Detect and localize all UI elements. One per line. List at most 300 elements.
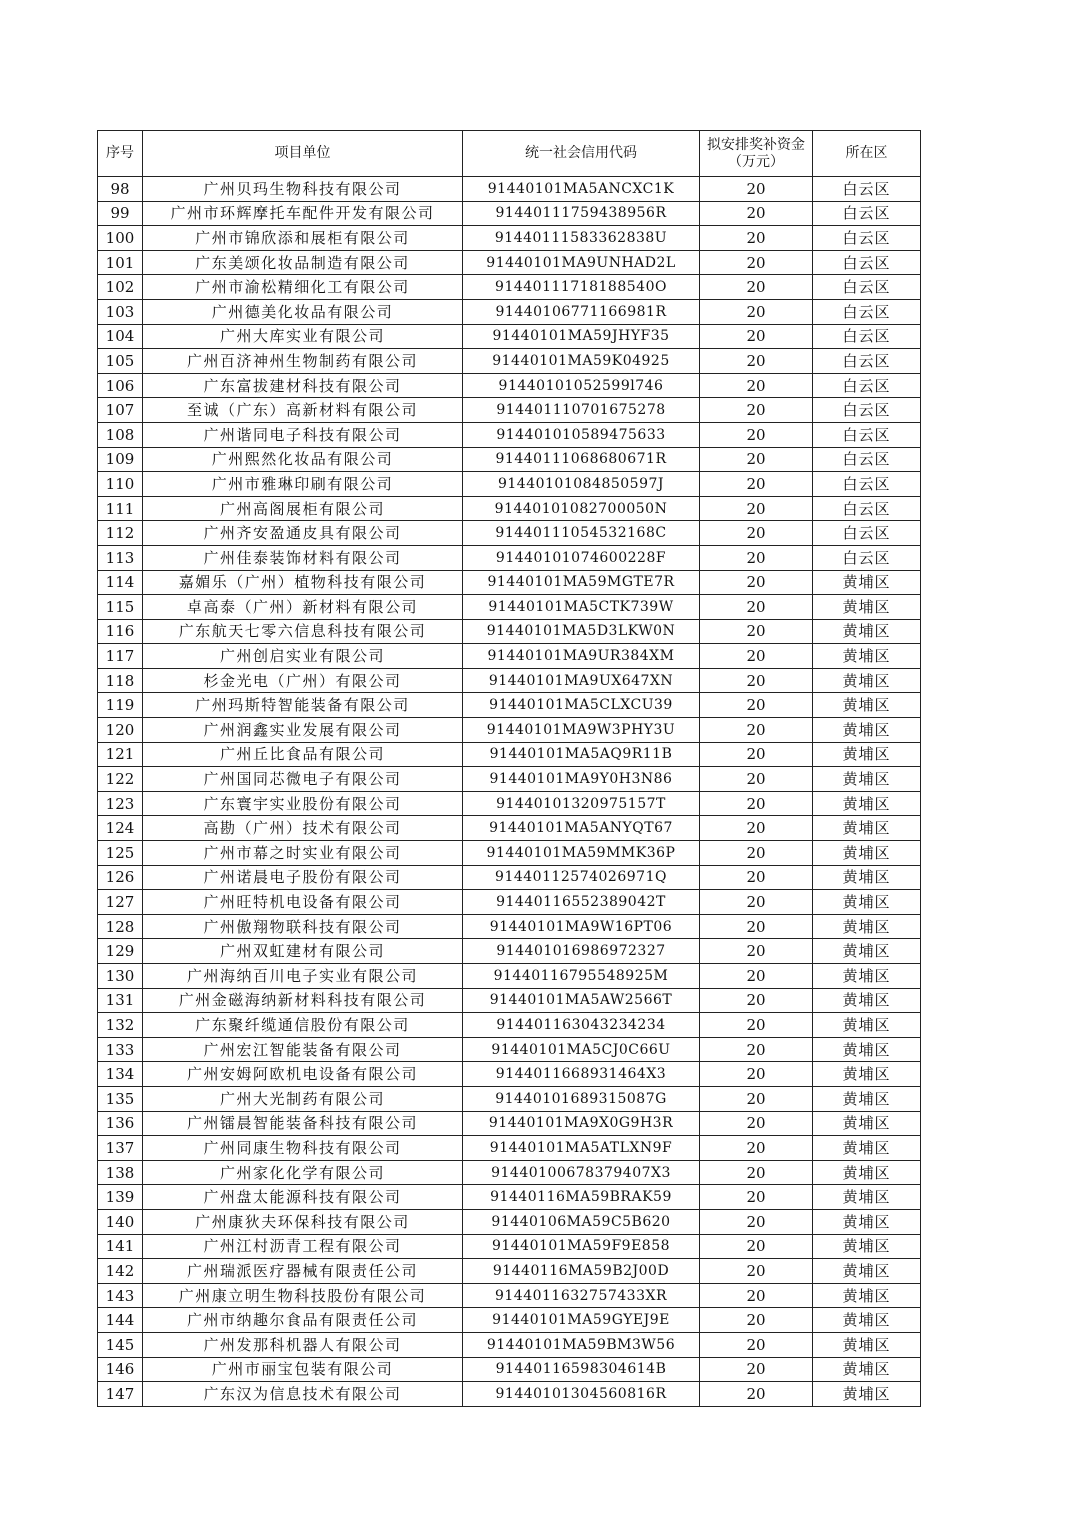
header-row (98, 131, 921, 177)
row-company: 广东汉为信息技术有限公司 (143, 1382, 463, 1407)
row-credit-code: 91440116689314​64X3 (463, 1062, 700, 1087)
row-index: 113 (98, 545, 143, 570)
table-row (98, 1037, 921, 1062)
header-credit-code: 统一社会信用代码 (463, 131, 700, 177)
row-amount: 20 (700, 299, 813, 324)
row-credit-code: 91440111068680671R (463, 447, 700, 472)
row-amount: 20 (700, 1234, 813, 1259)
row-company: 高勘（广州）技术有限公司 (143, 816, 463, 841)
row-amount: 20 (700, 521, 813, 546)
row-credit-code: 91440101MA9X0G9H3R (463, 1111, 700, 1136)
table-row (98, 1013, 921, 1038)
row-company: 广州谐同电子科技有限公司 (143, 422, 463, 447)
row-credit-code: 91440101MA59F9E858 (463, 1234, 700, 1259)
row-credit-code: 91440111718188540O (463, 275, 700, 300)
row-amount: 20 (700, 914, 813, 939)
row-district: 黄埔区 (813, 1234, 921, 1259)
row-company: 广东聚纤缆通信股份有限公司 (143, 1013, 463, 1038)
row-district: 黄埔区 (813, 841, 921, 866)
table-row (98, 373, 921, 398)
table-row (98, 324, 921, 349)
row-district: 白云区 (813, 373, 921, 398)
row-index: 102 (98, 275, 143, 300)
row-company: 广州瑞派医疗器械有限责任公司 (143, 1259, 463, 1284)
row-credit-code: 91440101MA5CLXCU39 (463, 693, 700, 718)
row-credit-code: 91440111070167527​8 (463, 398, 700, 423)
row-credit-code: 91440101MA5CTK739W (463, 595, 700, 620)
row-amount: 20 (700, 570, 813, 595)
row-company: 广州熙然化妆品有限公司 (143, 447, 463, 472)
row-company: 广州市锦欣添和展柜有限公司 (143, 226, 463, 251)
table-row (98, 447, 921, 472)
row-index: 135 (98, 1086, 143, 1111)
row-district: 黄埔区 (813, 865, 921, 890)
row-company: 广东航天七零六信息科技有限公司 (143, 619, 463, 644)
table-row (98, 693, 921, 718)
row-index: 131 (98, 988, 143, 1013)
table-row (98, 570, 921, 595)
row-company: 杉金光电（广州）有限公司 (143, 668, 463, 693)
table-row (98, 791, 921, 816)
row-index: 121 (98, 742, 143, 767)
header-index: 序号 (98, 131, 143, 177)
table-row (98, 865, 921, 890)
row-company: 广州盘太能源科技有限公司 (143, 1185, 463, 1210)
row-index: 144 (98, 1308, 143, 1333)
table-row (98, 988, 921, 1013)
row-company: 广州双虹建材有限公司 (143, 939, 463, 964)
row-company: 广州傲翔物联科技有限公司 (143, 914, 463, 939)
table-row (98, 1160, 921, 1185)
row-district: 黄埔区 (813, 742, 921, 767)
row-district: 白云区 (813, 324, 921, 349)
row-amount: 20 (700, 373, 813, 398)
row-index: 112 (98, 521, 143, 546)
row-credit-code: 91440101MA9W16PT06 (463, 914, 700, 939)
row-district: 白云区 (813, 226, 921, 251)
table-row (98, 275, 921, 300)
table-row (98, 595, 921, 620)
row-company: 广东寰宇实业股份有限公司 (143, 791, 463, 816)
row-credit-code: 91440101MA59K04925 (463, 349, 700, 374)
row-amount: 20 (700, 1332, 813, 1357)
row-index: 129 (98, 939, 143, 964)
row-amount: 20 (700, 1259, 813, 1284)
row-company: 广州海纳百川电子实业有限公司 (143, 964, 463, 989)
row-credit-code: 91440116598304614B (463, 1357, 700, 1382)
row-company: 广州大光制药有限公司 (143, 1086, 463, 1111)
row-credit-code: 91440101052599l746 (463, 373, 700, 398)
row-district: 黄埔区 (813, 988, 921, 1013)
row-company: 广州江村沥青工程有限公司 (143, 1234, 463, 1259)
row-company: 广州发那科机器人有限公司 (143, 1332, 463, 1357)
row-amount: 20 (700, 890, 813, 915)
row-amount: 20 (700, 595, 813, 620)
row-company: 广州润鑫实业发展有限公司 (143, 718, 463, 743)
row-company: 广州大库实业有限公司 (143, 324, 463, 349)
row-district: 白云区 (813, 250, 921, 275)
row-district: 黄埔区 (813, 1259, 921, 1284)
table-row (98, 668, 921, 693)
row-amount: 20 (700, 201, 813, 226)
row-district: 黄埔区 (813, 1037, 921, 1062)
row-company: 广州国同芯微电子有限公司 (143, 767, 463, 792)
table-row (98, 644, 921, 669)
table-row (98, 496, 921, 521)
table-row (98, 964, 921, 989)
row-index: 123 (98, 791, 143, 816)
table-row (98, 1332, 921, 1357)
table-row (98, 472, 921, 497)
row-district: 黄埔区 (813, 1062, 921, 1087)
row-district: 黄埔区 (813, 1332, 921, 1357)
table-row (98, 1136, 921, 1161)
row-credit-code: 91440101304560816R (463, 1382, 700, 1407)
table-row (98, 1234, 921, 1259)
table-row (98, 1382, 921, 1407)
row-index: 145 (98, 1332, 143, 1357)
row-district: 黄埔区 (813, 644, 921, 669)
row-amount: 20 (700, 398, 813, 423)
table-row (98, 939, 921, 964)
table-row (98, 1357, 921, 1382)
table-row (98, 914, 921, 939)
table-row (98, 1086, 921, 1111)
row-credit-code: 91440101698697232​7 (463, 939, 700, 964)
row-company: 广州旺特机电设备有限公司 (143, 890, 463, 915)
row-index: 117 (98, 644, 143, 669)
table-row (98, 841, 921, 866)
row-amount: 20 (700, 545, 813, 570)
row-district: 白云区 (813, 496, 921, 521)
table-row (98, 619, 921, 644)
table-row (98, 1062, 921, 1087)
table-row (98, 890, 921, 915)
table-row (98, 226, 921, 251)
row-district: 黄埔区 (813, 668, 921, 693)
table-row (98, 545, 921, 570)
row-index: 106 (98, 373, 143, 398)
table-row (98, 1283, 921, 1308)
row-district: 黄埔区 (813, 1308, 921, 1333)
row-index: 138 (98, 1160, 143, 1185)
row-amount: 20 (700, 324, 813, 349)
row-amount: 20 (700, 1357, 813, 1382)
row-company: 至诚（广东）高新材料有限公司 (143, 398, 463, 423)
row-company: 广州康立明生物科技股份有限公司 (143, 1283, 463, 1308)
header-funding (700, 131, 813, 177)
row-index: 105 (98, 349, 143, 374)
row-credit-code: 91440116304323423​4 (463, 1013, 700, 1038)
row-district: 黄埔区 (813, 570, 921, 595)
row-district: 白云区 (813, 177, 921, 202)
row-district: 黄埔区 (813, 964, 921, 989)
row-credit-code: 91440116MA59B2J00D (463, 1259, 700, 1284)
row-amount: 20 (700, 865, 813, 890)
row-amount: 20 (700, 250, 813, 275)
row-district: 黄埔区 (813, 1086, 921, 1111)
row-credit-code: 91440101082700050N (463, 496, 700, 521)
row-index: 124 (98, 816, 143, 841)
row-district: 白云区 (813, 447, 921, 472)
header-funding-line1: 拟安排奖补资金 (707, 136, 805, 153)
row-district: 黄埔区 (813, 619, 921, 644)
row-credit-code: 91440101084850597J (463, 472, 700, 497)
row-credit-code: 91440116795548925M (463, 964, 700, 989)
row-credit-code: 91440101MA59BM3W56 (463, 1332, 700, 1357)
row-amount: 20 (700, 1136, 813, 1161)
table-row (98, 816, 921, 841)
row-credit-code: 91440111759438956R (463, 201, 700, 226)
row-index: 118 (98, 668, 143, 693)
header-funding-line2: （万元） (728, 153, 784, 170)
row-district: 白云区 (813, 201, 921, 226)
row-index: 137 (98, 1136, 143, 1161)
row-amount: 20 (700, 988, 813, 1013)
row-credit-code: 91440101MA9UX647XN (463, 668, 700, 693)
row-district: 黄埔区 (813, 914, 921, 939)
table-row (98, 1185, 921, 1210)
row-index: 111 (98, 496, 143, 521)
table-row (98, 299, 921, 324)
row-credit-code: 91440101MA5CJ0C66U (463, 1037, 700, 1062)
row-district: 黄埔区 (813, 1185, 921, 1210)
row-index: 127 (98, 890, 143, 915)
row-company: 广州百济神州生物制药有限公司 (143, 349, 463, 374)
row-index: 109 (98, 447, 143, 472)
table-header (98, 131, 921, 177)
header-company: 项目单位 (143, 131, 463, 177)
row-amount: 20 (700, 1185, 813, 1210)
row-company: 广州市幕之时实业有限公司 (143, 841, 463, 866)
row-amount: 20 (700, 939, 813, 964)
row-company: 广州市丽宝包装有限公司 (143, 1357, 463, 1382)
row-amount: 20 (700, 422, 813, 447)
row-district: 白云区 (813, 349, 921, 374)
table-row (98, 1111, 921, 1136)
row-company: 广州诺晨电子股份有限公司 (143, 865, 463, 890)
row-index: 115 (98, 595, 143, 620)
row-company: 广东富拔建材科技有限公司 (143, 373, 463, 398)
row-index: 146 (98, 1357, 143, 1382)
row-district: 黄埔区 (813, 767, 921, 792)
row-company: 嘉媚乐（广州）植物科技有限公司 (143, 570, 463, 595)
row-district: 黄埔区 (813, 939, 921, 964)
row-amount: 20 (700, 496, 813, 521)
row-company: 广州家化化学有限公司 (143, 1160, 463, 1185)
header-district: 所在区 (813, 131, 921, 177)
row-credit-code: 91440101MA5ANYQT67 (463, 816, 700, 841)
row-company: 广州高阁展柜有限公司 (143, 496, 463, 521)
row-index: 130 (98, 964, 143, 989)
row-index: 98 (98, 177, 143, 202)
funding-table (97, 130, 921, 1407)
row-credit-code: 91440106MA59C5B620 (463, 1209, 700, 1234)
row-amount: 20 (700, 349, 813, 374)
row-amount: 20 (700, 841, 813, 866)
row-index: 126 (98, 865, 143, 890)
table-body (98, 177, 921, 1407)
row-amount: 20 (700, 742, 813, 767)
row-credit-code: 91440111054532168C (463, 521, 700, 546)
row-amount: 20 (700, 1062, 813, 1087)
table-row (98, 767, 921, 792)
row-index: 116 (98, 619, 143, 644)
row-company: 广东美颂化妆品制造有限公司 (143, 250, 463, 275)
row-credit-code: 91440111583362838U (463, 226, 700, 251)
row-amount: 20 (700, 447, 813, 472)
row-district: 黄埔区 (813, 791, 921, 816)
row-company: 广州康狄夫环保科技有限公司 (143, 1209, 463, 1234)
row-amount: 20 (700, 177, 813, 202)
row-amount: 20 (700, 275, 813, 300)
table-row (98, 1308, 921, 1333)
row-credit-code: 91440101MA9UNHAD2L (463, 250, 700, 275)
row-district: 黄埔区 (813, 1013, 921, 1038)
row-district: 黄埔区 (813, 890, 921, 915)
row-amount: 20 (700, 816, 813, 841)
row-amount: 20 (700, 718, 813, 743)
row-district: 黄埔区 (813, 816, 921, 841)
row-index: 142 (98, 1259, 143, 1284)
row-credit-code: 91440101MA5D3LKW0N (463, 619, 700, 644)
row-credit-code: 91440101MA59MGTE7R (463, 570, 700, 595)
row-index: 141 (98, 1234, 143, 1259)
row-district: 黄埔区 (813, 693, 921, 718)
row-company: 广州贝玛生物科技有限公司 (143, 177, 463, 202)
row-credit-code: 91440112574026971Q (463, 865, 700, 890)
table-row (98, 250, 921, 275)
row-credit-code: 91440101MA59JHYF35 (463, 324, 700, 349)
row-district: 黄埔区 (813, 1136, 921, 1161)
row-index: 132 (98, 1013, 143, 1038)
row-index: 147 (98, 1382, 143, 1407)
row-district: 白云区 (813, 398, 921, 423)
row-credit-code: 91440100678379407X3 (463, 1160, 700, 1185)
row-company: 卓高泰（广州）新材料有限公司 (143, 595, 463, 620)
row-amount: 20 (700, 1308, 813, 1333)
row-credit-code: 91440101074600228F (463, 545, 700, 570)
row-company: 广州德美化妆品有限公司 (143, 299, 463, 324)
row-index: 99 (98, 201, 143, 226)
row-credit-code: 91440101MA5ANCXC1K (463, 177, 700, 202)
row-district: 黄埔区 (813, 1382, 921, 1407)
row-company: 广州玛斯特智能装备有限公司 (143, 693, 463, 718)
row-district: 白云区 (813, 422, 921, 447)
row-credit-code: 91440101058947563​3 (463, 422, 700, 447)
row-index: 114 (98, 570, 143, 595)
row-company: 广州同康生物科技有限公司 (143, 1136, 463, 1161)
row-district: 黄埔区 (813, 595, 921, 620)
row-index: 134 (98, 1062, 143, 1087)
row-index: 100 (98, 226, 143, 251)
row-amount: 20 (700, 619, 813, 644)
row-index: 104 (98, 324, 143, 349)
row-district: 黄埔区 (813, 1209, 921, 1234)
row-company: 广州镭晨智能装备科技有限公司 (143, 1111, 463, 1136)
row-credit-code: 91440101MA9UR384XM (463, 644, 700, 669)
row-index: 110 (98, 472, 143, 497)
row-credit-code: 91440101MA5AQ9R11B (463, 742, 700, 767)
row-company: 广州宏江智能装备有限公司 (143, 1037, 463, 1062)
row-amount: 20 (700, 1382, 813, 1407)
row-credit-code: 91440101320975157T (463, 791, 700, 816)
row-company: 广州市纳趣尔食品有限责任公司 (143, 1308, 463, 1333)
table-row (98, 742, 921, 767)
row-index: 125 (98, 841, 143, 866)
row-district: 白云区 (813, 299, 921, 324)
row-company: 广州市环辉摩托车配件开发有限公司 (143, 201, 463, 226)
table-row (98, 1209, 921, 1234)
row-company: 广州金磁海纳新材料科技有限公司 (143, 988, 463, 1013)
row-credit-code: 91440101689315087G (463, 1086, 700, 1111)
row-index: 133 (98, 1037, 143, 1062)
row-district: 白云区 (813, 472, 921, 497)
row-amount: 20 (700, 693, 813, 718)
row-amount: 20 (700, 1160, 813, 1185)
row-credit-code: 91440101MA5ATLXN9F (463, 1136, 700, 1161)
row-amount: 20 (700, 1086, 813, 1111)
table-row (98, 521, 921, 546)
row-company: 广州佳泰装饰材料有限公司 (143, 545, 463, 570)
row-credit-code: 91440101MA59MMK36P (463, 841, 700, 866)
row-district: 黄埔区 (813, 1283, 921, 1308)
row-district: 黄埔区 (813, 1357, 921, 1382)
row-district: 白云区 (813, 275, 921, 300)
row-district: 白云区 (813, 521, 921, 546)
row-amount: 20 (700, 767, 813, 792)
row-index: 128 (98, 914, 143, 939)
row-credit-code: 91440116552389042T (463, 890, 700, 915)
row-district: 黄埔区 (813, 1160, 921, 1185)
row-amount: 20 (700, 226, 813, 251)
row-index: 108 (98, 422, 143, 447)
row-company: 广州市渝松精细化工有限公司 (143, 275, 463, 300)
row-amount: 20 (700, 1111, 813, 1136)
row-index: 119 (98, 693, 143, 718)
table-row (98, 1259, 921, 1284)
row-amount: 20 (700, 644, 813, 669)
table-row (98, 398, 921, 423)
row-credit-code: 91440106771166981R (463, 299, 700, 324)
table-row (98, 718, 921, 743)
row-amount: 20 (700, 668, 813, 693)
row-district: 白云区 (813, 545, 921, 570)
row-index: 122 (98, 767, 143, 792)
row-index: 140 (98, 1209, 143, 1234)
row-district: 黄埔区 (813, 1111, 921, 1136)
row-amount: 20 (700, 1013, 813, 1038)
row-credit-code: 91440116MA59BRAK59 (463, 1185, 700, 1210)
table-row (98, 422, 921, 447)
row-company: 广州市雅琳印刷有限公司 (143, 472, 463, 497)
table-row (98, 201, 921, 226)
row-amount: 20 (700, 964, 813, 989)
table-row (98, 177, 921, 202)
row-amount: 20 (700, 472, 813, 497)
row-index: 139 (98, 1185, 143, 1210)
row-credit-code: 91440101MA59GYEJ9E (463, 1308, 700, 1333)
row-company: 广州安姆阿欧机电设备有限公司 (143, 1062, 463, 1087)
row-credit-code: 91440116327574​33XR (463, 1283, 700, 1308)
row-amount: 20 (700, 1283, 813, 1308)
row-credit-code: 91440101MA9Y0H3N86 (463, 767, 700, 792)
row-amount: 20 (700, 1037, 813, 1062)
row-index: 101 (98, 250, 143, 275)
row-index: 143 (98, 1283, 143, 1308)
row-credit-code: 91440101MA5AW2566T (463, 988, 700, 1013)
row-company: 广州创启实业有限公司 (143, 644, 463, 669)
